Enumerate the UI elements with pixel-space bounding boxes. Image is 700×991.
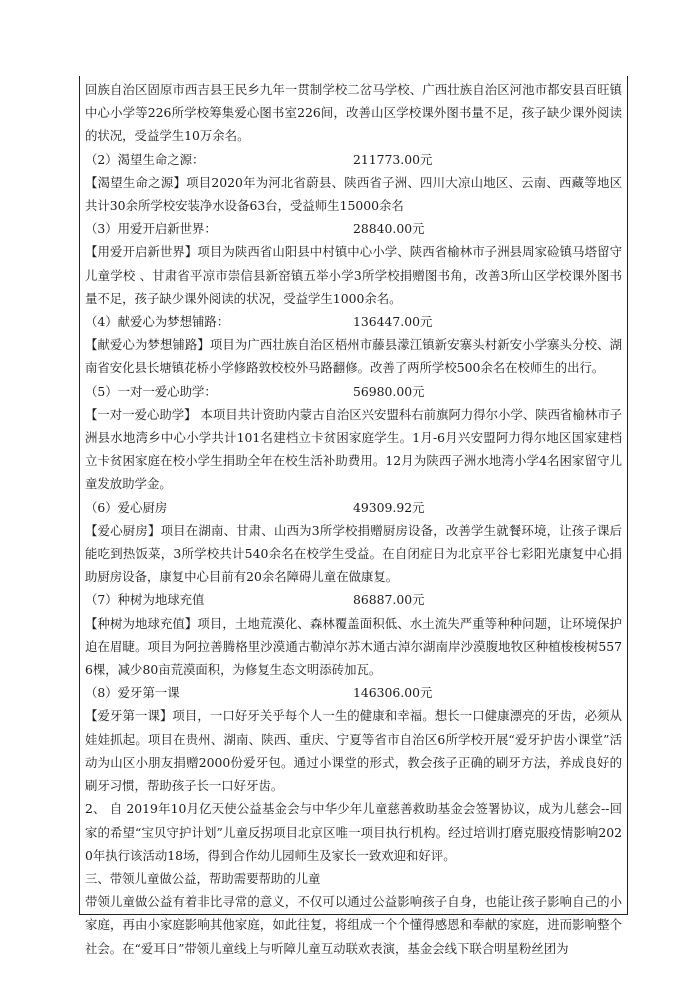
project-amount-line [85, 217, 622, 240]
project-label: （6）爱心厨房 [85, 499, 168, 515]
project-amount: 211773.00元 [353, 151, 433, 167]
paragraph: 【一对一爱心助学】 本项目共计资助内蒙古自治区兴安盟科右前旗阿力得尔小学、陕西省榆林市子洲县水地湾乡中心小学共计101名建档立卡贫困家庭学生。1月-6月兴安盟阿力得尔地区国家建档立卡贫困家庭在校小学生捐助全年在校生活补助费用。12月为陕西子洲水地湾小学4名困家留守儿童发放助学金。 [85, 406, 622, 492]
project-amount: 28840.00元 [353, 221, 425, 237]
document-body [85, 78, 622, 960]
project-label: （4）献爱心为梦想铺路： [85, 314, 230, 330]
paragraph: 2、 自 2019年10月亿天使公益基金会与中华少年儿童慈善救助基金会签署协议，成为儿慈会--回家的希望“宝贝守护计划”儿童反拐项目北京区唯一项目执行机构。经过培训打磨克服疫情影响2020年执行该活动18场，得到合作幼儿园师生及家长一致欢迎和好评。 [85, 801, 622, 863]
project-amount-line [85, 310, 622, 333]
project-amount: 56980.00元 [353, 383, 425, 399]
project-amount-line [85, 681, 622, 704]
project-amount-line [85, 380, 622, 403]
project-label: （7）种树为地球充值 [85, 592, 205, 608]
paragraph: 【爱牙第一课】项目，一口好牙关乎每个人一生的健康和幸福。想长一口健康漂亮的牙齿，必须从娃娃抓起。项目在贵州、湖南、陕西、重庆、宁夏等省市自治区6所学校开展“爱牙护齿小课堂”活动为山区小朋友捐赠2000份爱牙包。通过小课堂的形式，教会孩子正确的刷牙方法，养成良好的刷牙习惯，帮助孩子长一口好牙齿。 [85, 708, 622, 794]
paragraph: 三、带领儿童做公益，帮助需要帮助的儿童 [85, 870, 321, 886]
paragraph: 带领儿童做公益有着非比寻常的意义，不仅可以通过公益影响孩子自身，也能让孩子影响自己的小家庭，再由小家庭影响其他家庭，如此往复，将组成一个个懂得感恩和奉献的家庭，进而影响整个社会。在“爱耳日”带领儿童线上与听障儿童互动联欢表演，基金会线下联合明星粉丝团为 [85, 894, 622, 956]
project-amount: 49309.92元 [353, 499, 425, 515]
project-amount-line [85, 148, 622, 171]
paragraph: 【渴望生命之源】项目2020年为河北省蔚县、陕西省子洲、四川大凉山地区、云南、西藏等地区共计30余所学校安装净水设备63台，受益师生15000余名 [85, 174, 622, 214]
paragraph: 【用爱开启新世界】项目为陕西省山阳县中村镇中心小学、陕西省榆林市子洲县周家硷镇马塔留守儿童学校 、甘肃省平凉市崇信县新窑镇五举小学3所学校捐赠图书角，改善3所山区学校课外图书量不足，孩子缺少课外阅读的状况，受益学生1000余名。 [85, 244, 622, 306]
project-label: （5）一对一爱心助学： [85, 383, 217, 399]
project-amount: 136447.00元 [353, 314, 433, 330]
project-amount: 86887.00元 [353, 592, 425, 608]
project-label: （8）爱牙第一课 [85, 685, 180, 701]
project-amount-line [85, 588, 622, 611]
project-amount: 146306.00元 [353, 685, 433, 701]
paragraph: 【爱心厨房】项目在湖南、甘肃、山西为3所学校捐赠厨房设备，改善学生就餐环境，让孩子课后能吃到热饭菜，3所学校共计540余名在校学生受益。在自闭症日为北京平谷七彩阳光康复中心捐助厨房设备，康复中心目前有20余名障碍儿童在做康复。 [85, 522, 622, 585]
project-label: （2）渴望生命之源： [85, 151, 205, 167]
paragraph: 【种树为地球充值】项目，土地荒漠化、森林覆盖面积低、水土流失严重等种种问题，让环境保护迫在眉睫。项目为阿拉善腾格里沙漠通古勒淖尔苏木通古淖尔湖南岸沙漠腹地牧区种植梭梭树5576棵，减少80亩荒漠面积，为修复生态文明添砖加瓦。 [85, 615, 622, 678]
project-label: （3）用爱开启新世界： [85, 221, 217, 237]
paragraph: 回族自治区固原市西吉县王民乡九年一贯制学校二岔马学校、广西壮族自治区河池市都安县百旺镇中心小学等226所学校筹集爱心图书室226间，改善山区学校课外图书量不足，孩子缺少课外阅读的状况，受益学生10万余名。 [85, 82, 622, 144]
paragraph: 【献爱心为梦想铺路】项目为广西壮族自治区梧州市藤县濛江镇新安寨头村新安小学寨头分校、湖南省安化县长塘镇花桥小学修路敦校校外马路翻修。改善了两所学校500余名在校师生的出行。 [85, 337, 622, 376]
project-amount-line [85, 496, 622, 519]
